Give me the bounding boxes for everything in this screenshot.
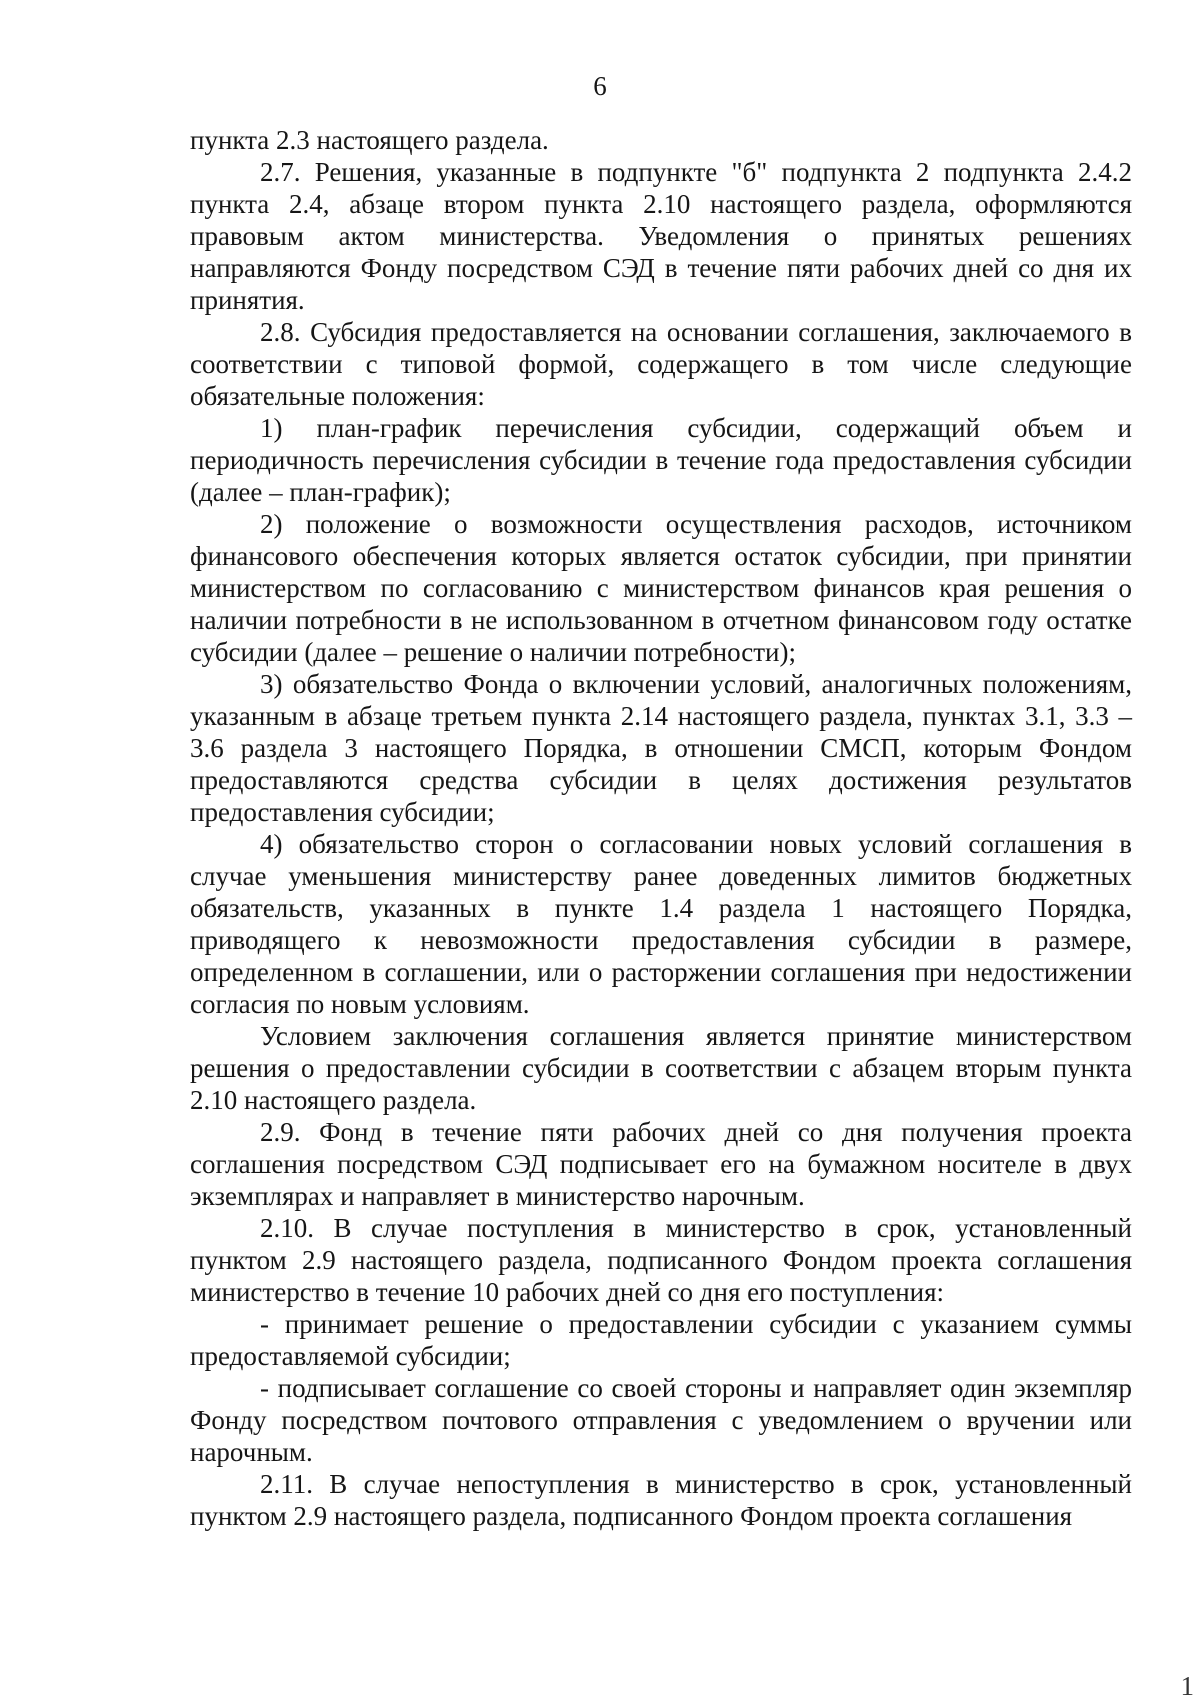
list-item-2: 2) положение о возможности осуществления расходов, источником финансового обеспечения которых является остаток субсидии, при принятии министерством по согласованию с министерством финансов края решения о наличии потребности в не использованном в отчетном финансовом году остатке субсидии (далее – решение о наличии потребности); bbox=[190, 509, 1132, 667]
paragraph-2-7: 2.7. Решения, указанные в подпункте "б" подпункта 2 подпункта 2.4.2 пункта 2.4, абзаце втором пункта 2.10 настоящего раздела, оформляются правовым актом министерства. Уведомления о принятых решениях направляются Фонду посредством СЭД в течение пяти рабочих дней со дня их принятия. bbox=[190, 157, 1132, 315]
paragraph-continuation: пункта 2.3 настоящего раздела. bbox=[190, 125, 549, 155]
list-item-4: 4) обязательство сторон о согласовании новых условий соглашения в случае уменьшения министерству ранее доведенных лимитов бюджетных обязательств, указанных в пункте 1.4 раздела 1 настоящего Порядка, приводящего к невозможности предоставления субсидии в размере, определенном в соглашении, или о расторжении соглашения при недостижении согласия по новым условиям. bbox=[190, 829, 1132, 1019]
dash-item-sign: - подписывает соглашение со своей стороны и направляет один экземпляр Фонду посредством почтового отправления с уведомлением о вручении или нарочным. bbox=[190, 1373, 1132, 1467]
document-body bbox=[190, 124, 1132, 1532]
paragraph-2-9: 2.9. Фонд в течение пяти рабочих дней со дня получения проекта соглашения посредством СЭД подписывает его на бумажном носителе в двух экземплярах и направляет в министерство нарочным. bbox=[190, 1117, 1132, 1211]
edge-mark: 1 bbox=[1180, 1671, 1194, 1701]
paragraph-2-8: 2.8. Субсидия предоставляется на основании соглашения, заключаемого в соответствии с типовой формой, содержащего в том числе следующие обязательные положения: bbox=[190, 317, 1132, 411]
dash-item-decision: - принимает решение о предоставлении субсидии с указанием суммы предоставляемой субсидии; bbox=[190, 1309, 1132, 1371]
list-item-1: 1) план-график перечисления субсидии, содержащий объем и периодичность перечисления субсидии в течение года предоставления субсидии (далее – план-график); bbox=[190, 413, 1132, 507]
list-item-3: 3) обязательство Фонда о включении условий, аналогичных положениям, указанным в абзаце третьем пункта 2.14 настоящего раздела, пунктах 3.1, 3.3 – 3.6 раздела 3 настоящего Порядка, в отношении СМСП, которым Фондом предоставляются средства субсидии в целях достижения результатов предоставления субсидии; bbox=[190, 669, 1132, 827]
paragraph-2-11: 2.11. В случае непоступления в министерство в срок, установленный пунктом 2.9 настоящего раздела, подписанного Фондом проекта соглашения bbox=[190, 1469, 1132, 1531]
page-number: 6 bbox=[593, 71, 607, 101]
paragraph-2-10: 2.10. В случае поступления в министерство в срок, установленный пунктом 2.9 настоящего раздела, подписанного Фондом проекта соглашения министерство в течение 10 рабочих дней со дня его поступления: bbox=[190, 1213, 1132, 1307]
paragraph-condition: Условием заключения соглашения является принятие министерством решения о предоставлении субсидии в соответствии с абзацем вторым пункта 2.10 настоящего раздела. bbox=[190, 1021, 1132, 1115]
